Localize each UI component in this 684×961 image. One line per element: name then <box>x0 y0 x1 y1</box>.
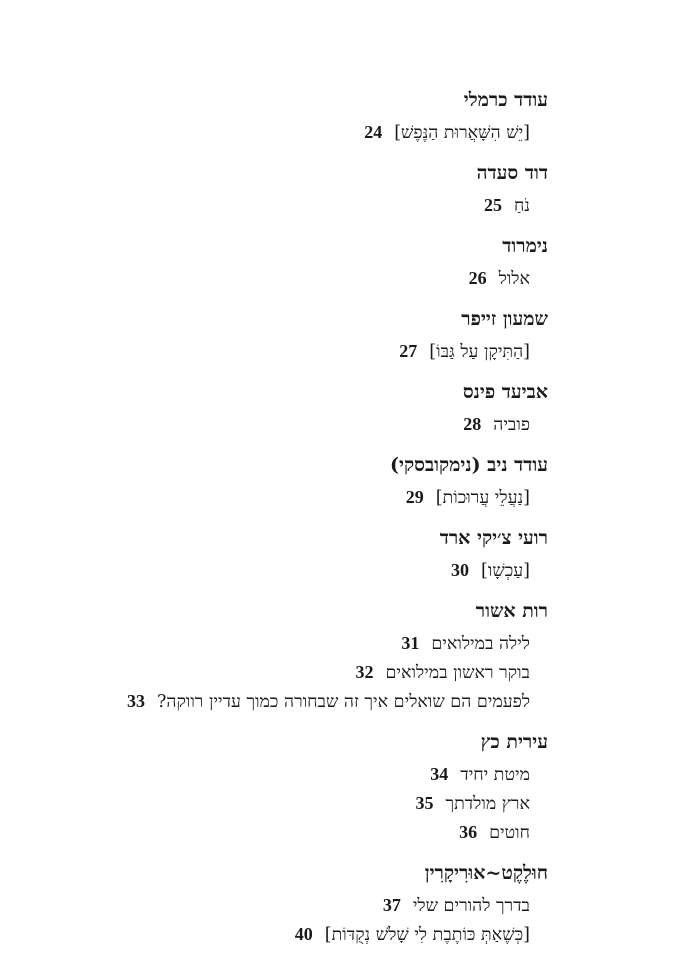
entry-title: [יֵשׁ הִשָּׁאֲרוּת הַנֶּפֶשׁ] <box>394 123 530 143</box>
toc-entry <box>28 789 530 818</box>
toc-section <box>28 159 548 220</box>
author-name: דוד סעדה <box>476 162 548 184</box>
entry-title: אלול <box>498 269 530 289</box>
author-name: שמעון זייפר <box>461 308 548 330</box>
toc-section <box>28 451 548 512</box>
page-number: 26 <box>468 268 487 288</box>
toc-entry <box>28 556 530 585</box>
entry-title: מיטת יחיד <box>460 765 530 785</box>
entry-title: [עַכְשָׁו] <box>481 561 530 581</box>
entry-title: ארץ מולדתך <box>445 794 530 814</box>
toc-section <box>28 305 548 366</box>
toc-section <box>28 378 548 439</box>
entry-title: פוביה <box>493 415 530 435</box>
page-number: 36 <box>459 822 478 842</box>
entry-title: בדרך להורים שלי <box>412 896 530 916</box>
toc-entry <box>28 818 530 847</box>
toc-section <box>28 597 548 716</box>
page-number: 27 <box>399 341 418 361</box>
page-number: 31 <box>401 633 420 653</box>
toc-section <box>28 524 548 585</box>
toc-entry <box>28 658 530 687</box>
author-name: עירית כץ <box>480 731 548 753</box>
page-number: 37 <box>382 895 401 915</box>
toc-entry <box>28 264 530 293</box>
page-number: 32 <box>355 662 374 682</box>
author-name: אביעד פינס <box>462 381 548 403</box>
toc-entry <box>28 629 530 658</box>
toc-entry <box>28 483 530 512</box>
toc-section <box>28 728 548 847</box>
toc-entry <box>28 337 530 366</box>
page-number: 25 <box>483 195 502 215</box>
author-name: רועי צ׳יקי ארד <box>439 527 548 549</box>
toc-entry <box>28 920 530 949</box>
page-number: 30 <box>451 560 470 580</box>
entry-title: לפעמים הם שואלים איך זה שבחורה כמוך עדיין רווקה? <box>157 692 530 712</box>
entry-title: לילה במילואים <box>431 634 530 654</box>
toc-entry <box>28 760 530 789</box>
toc-entry <box>28 118 530 147</box>
toc-section <box>28 859 548 949</box>
page-number: 29 <box>405 487 424 507</box>
toc-entry <box>28 891 530 920</box>
table-of-contents <box>28 86 548 961</box>
entry-title: [נַעֲלֵי עֲרוּכוֹת] <box>435 488 530 508</box>
entry-title: בוקר ראשון במילואים <box>385 663 530 683</box>
page-number: 24 <box>364 122 383 142</box>
toc-section <box>28 86 548 147</box>
page-number: 40 <box>294 924 313 944</box>
entry-title: [כְּשֶׁאַתְּ כּוֹתֶבֶת לִי שָׁלֹשׁ נְקֻדּוֹת] <box>324 925 530 945</box>
toc-section <box>28 232 548 293</box>
page-number: 28 <box>463 414 482 434</box>
toc-entry <box>28 687 530 716</box>
toc-entry <box>28 410 530 439</box>
author-name: חוּלֶקֶט~אוּרִיקָרִין <box>424 862 548 884</box>
page-number: 33 <box>127 691 146 711</box>
page-number: 35 <box>415 793 434 813</box>
entry-title: [הַתִּיקָן עַל גַּבּוֹ] <box>429 342 530 362</box>
author-name: רות אשור <box>475 600 548 622</box>
author-name: נימרוד <box>502 235 548 257</box>
author-name: עודד ניב (נימקובסקי) <box>390 454 548 476</box>
entry-title: חוטים <box>489 823 530 843</box>
author-name: עודד כרמלי <box>463 89 548 111</box>
page-number: 34 <box>430 764 449 784</box>
toc-entry <box>28 191 530 220</box>
entry-title: נֹחַ <box>513 196 530 216</box>
